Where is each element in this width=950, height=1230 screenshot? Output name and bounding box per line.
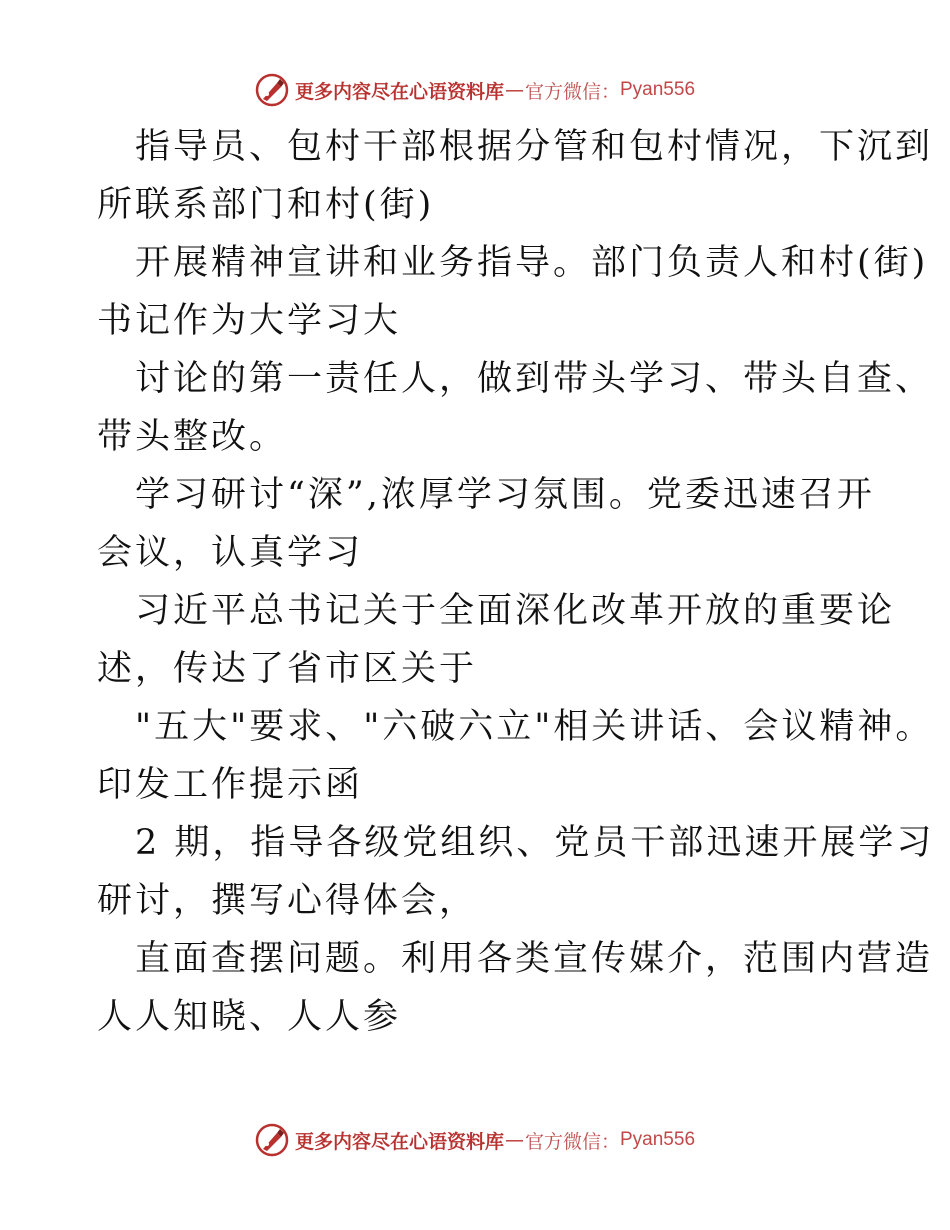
pen-logo-icon — [255, 73, 289, 107]
banner-wechat-label: 官方微信： — [524, 80, 620, 103]
header-banner — [0, 70, 950, 110]
banner-dash: — — [504, 1129, 524, 1151]
body-line: 人人知晓、人人参 — [97, 997, 402, 1037]
banner-brand: 更多内容尽在心语资料库 — [294, 80, 504, 103]
footer-banner — [0, 1120, 950, 1160]
body-line: 直面查摆问题。利用各类宣传媒介，范围内营造 — [135, 939, 934, 979]
body-line: 会议，认真学习 — [97, 533, 364, 573]
body-line: 讨论的第一责任人，做到带头学习、带头自查、 — [135, 359, 934, 399]
body-line: 指导员、包村干部根据分管和包村情况，下沉到 — [135, 127, 934, 167]
body-line: 所联系部门和村(街) — [97, 185, 435, 225]
document-body — [97, 118, 935, 1046]
banner-wechat-label: 官方微信： — [524, 1130, 620, 1153]
body-line: 印发工作提示函 — [97, 765, 364, 805]
banner-dash: — — [504, 79, 524, 101]
banner-wechat-handle: Pyan556 — [620, 79, 696, 100]
body-line: 开展精神宣讲和业务指导。部门负责人和村(街) — [135, 243, 929, 283]
body-line: 2 期，指导各级党组织、党员干部迅速开展学习 — [135, 823, 935, 863]
body-line: 习近平总书记关于全面深化改革开放的重要论 — [135, 591, 896, 631]
body-line: 述，传达了省市区关于 — [97, 649, 478, 689]
body-line: 书记作为大学习大 — [97, 301, 402, 341]
body-line: 带头整改。 — [97, 417, 288, 457]
body-line: "五大"要求、"六破六立"相关讲话、会议精神。 — [135, 707, 934, 747]
banner-wechat-handle: Pyan556 — [620, 1129, 696, 1150]
body-line: 学习研讨“深”,浓厚学习氛围。党委迅速召开 — [135, 475, 875, 515]
pen-logo-icon — [255, 1123, 289, 1157]
banner-brand: 更多内容尽在心语资料库 — [294, 1130, 504, 1153]
body-line: 研讨，撰写心得体会， — [97, 881, 478, 921]
